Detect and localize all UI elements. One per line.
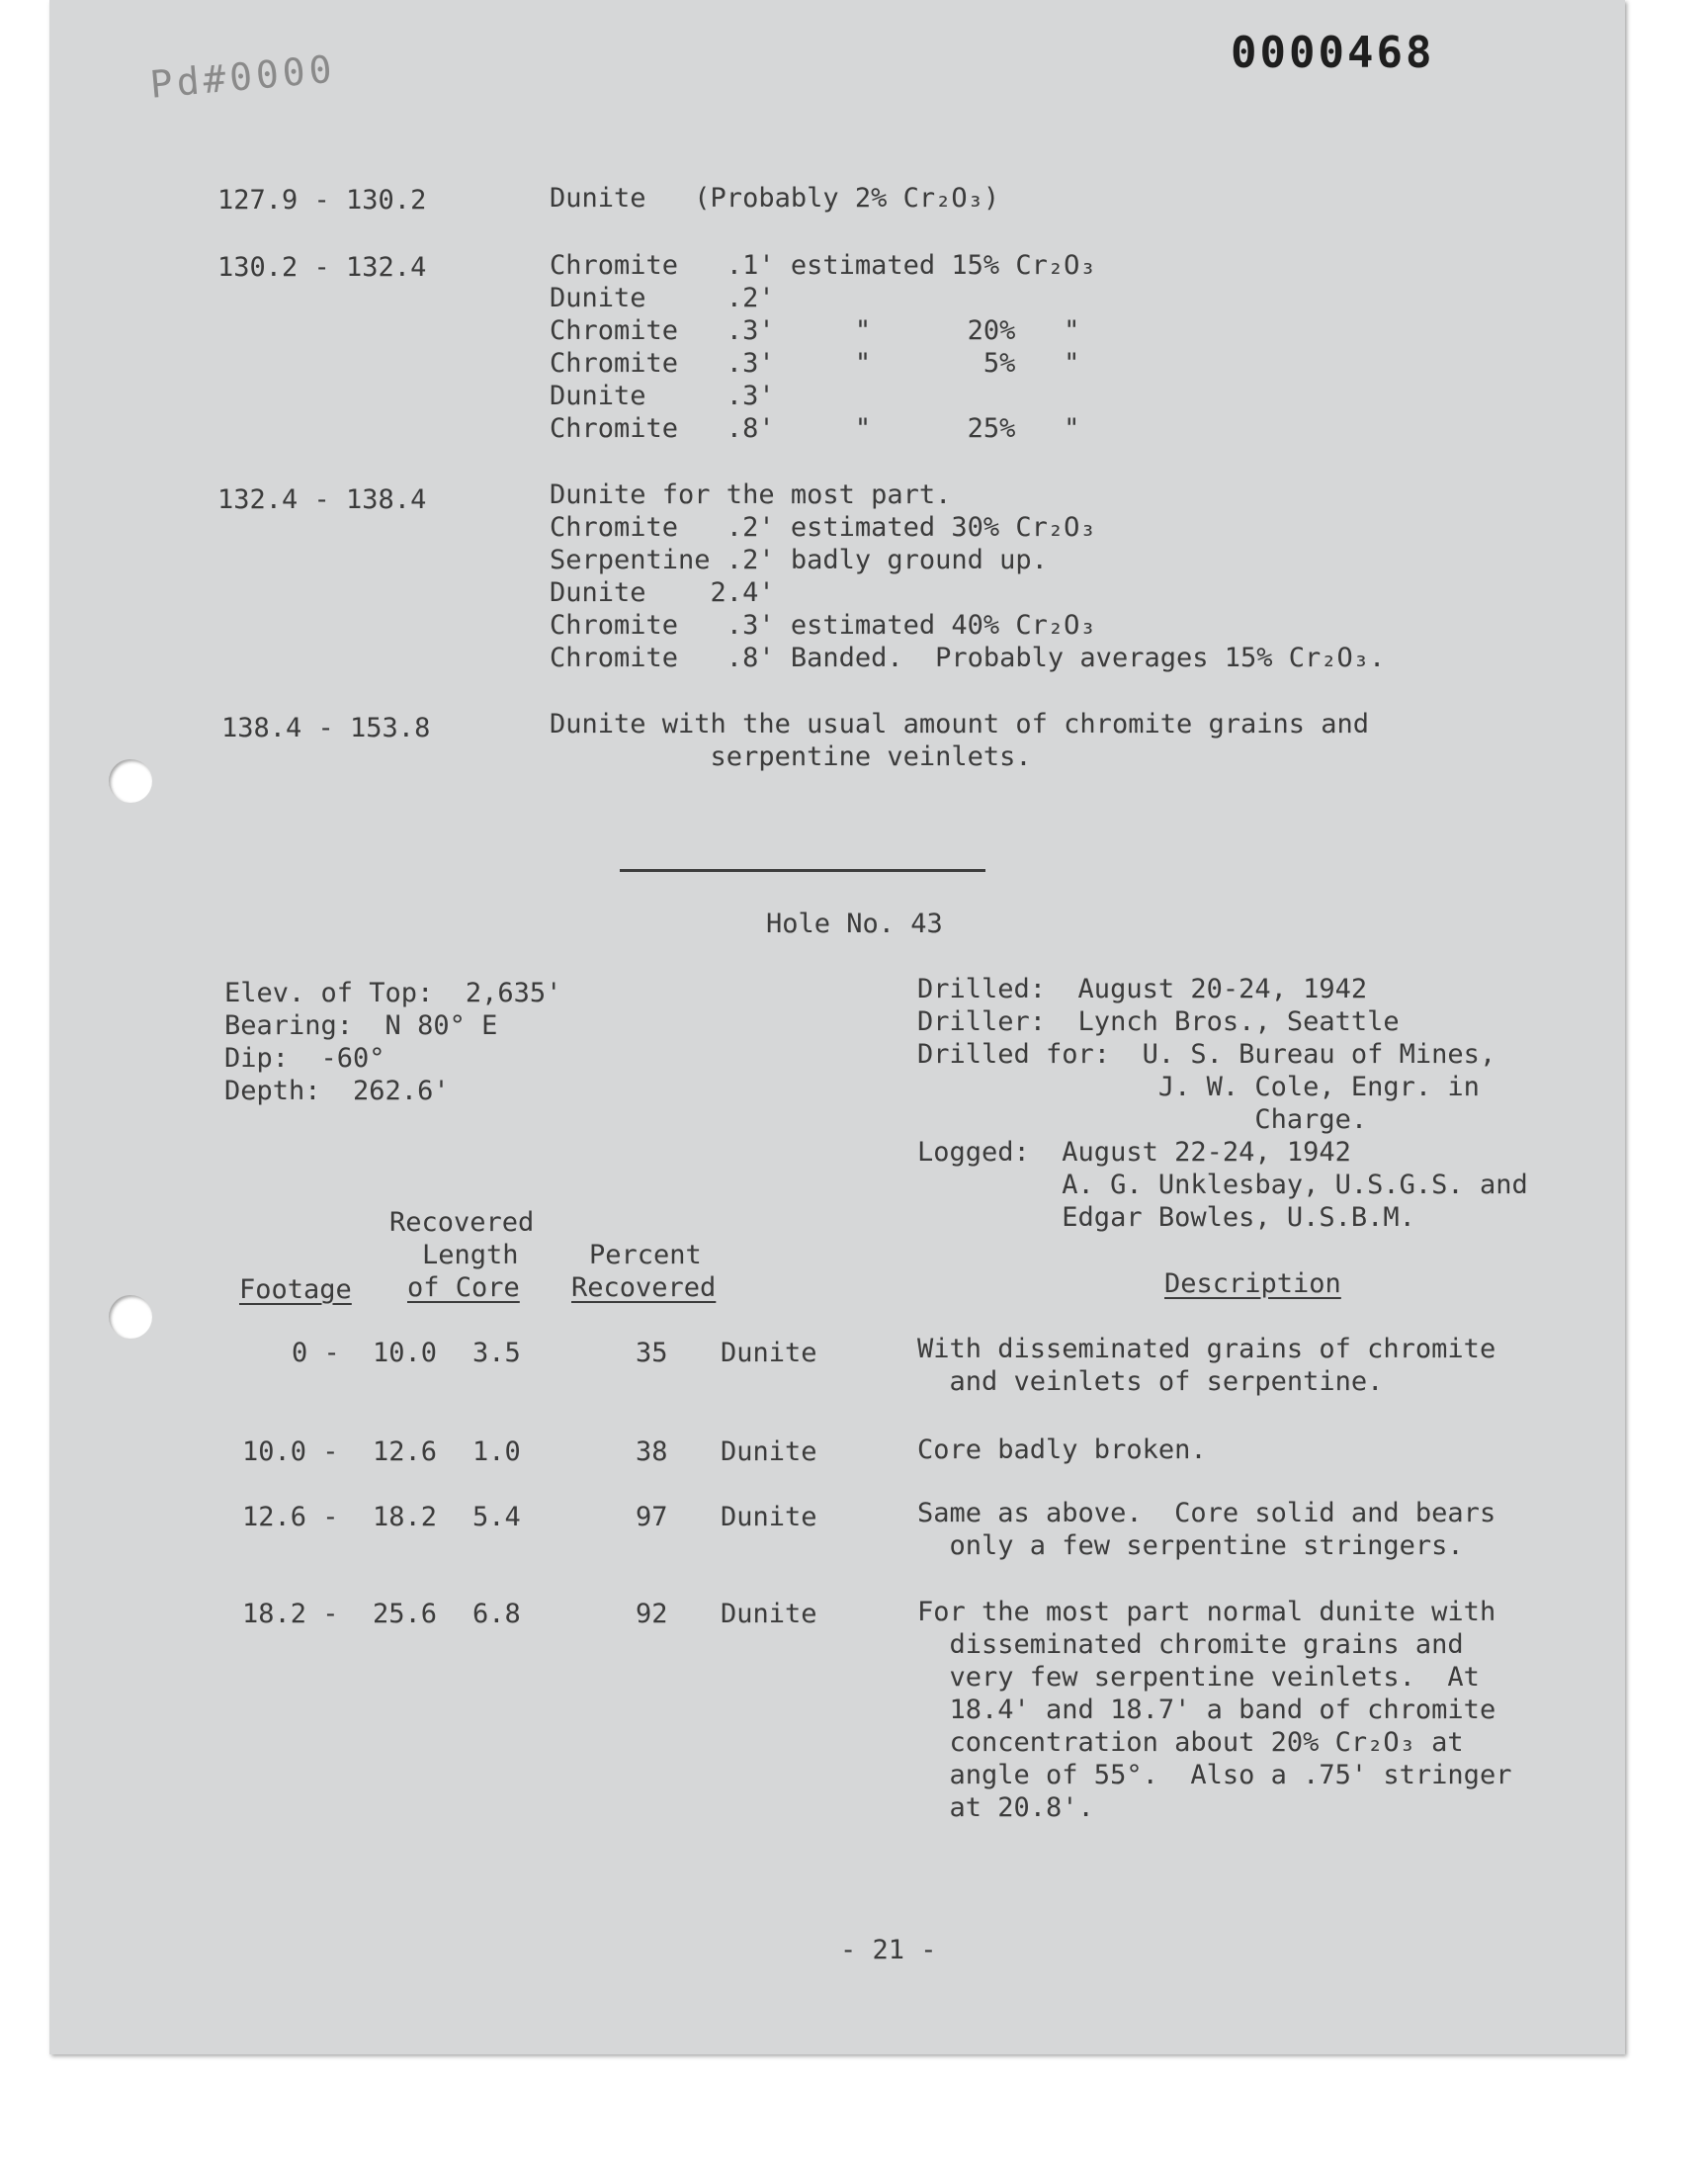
row-percent: 35: [636, 1338, 668, 1368]
row-percent: 97: [636, 1502, 668, 1532]
desc-line: Core badly broken.: [917, 1435, 1207, 1465]
log-line: Dunite (Probably 2% Cr₂O₃): [550, 183, 1000, 214]
desc-line: and veinlets of serpentine.: [917, 1366, 1384, 1397]
info-line: Bearing: N 80° E: [224, 1010, 498, 1041]
row-to: 10.0: [373, 1338, 438, 1368]
desc-line: very few serpentine veinlets. At: [917, 1662, 1480, 1693]
desc-line: 18.4' and 18.7' a band of chromite: [917, 1695, 1496, 1725]
row-rock-type: Dunite: [721, 1502, 817, 1532]
row-from: 12.6 -: [242, 1502, 339, 1532]
row-core-length: 5.4: [472, 1502, 521, 1532]
row-percent: 92: [636, 1599, 668, 1629]
hole-info-left: [224, 977, 561, 1107]
log-line: Chromite .2' estimated 30% Cr₂O₃: [550, 512, 1096, 543]
row-core-length: 6.8: [472, 1599, 521, 1629]
depth-range: 138.4 - 153.8: [221, 713, 431, 743]
info-line: Depth: 262.6': [224, 1076, 450, 1106]
row-to: 12.6: [373, 1436, 438, 1467]
row-description: [917, 1596, 1511, 1824]
document-number-stamp: 0000468: [1231, 28, 1435, 78]
header-percent: Percent: [589, 1240, 702, 1270]
info-line: Driller: Lynch Bros., Seattle: [917, 1006, 1400, 1037]
row-description: [917, 1497, 1495, 1562]
log-line: Dunite with the usual amount of chromite grains and: [550, 709, 1370, 740]
pd-number-stamp: Pd#0000: [148, 46, 338, 107]
desc-line: For the most part normal dunite with: [917, 1597, 1496, 1627]
hole-info-right: [917, 973, 1528, 1234]
info-line: A. G. Unklesbay, U.S.G.S. and: [917, 1170, 1528, 1200]
header-description: Description: [1164, 1268, 1341, 1299]
log-line: Serpentine .2' badly ground up.: [550, 545, 1048, 575]
row-rock-type: Dunite: [721, 1436, 817, 1467]
row-core-length: 3.5: [472, 1338, 521, 1368]
desc-line: concentration about 20% Cr₂O₃ at: [917, 1727, 1464, 1758]
log-line: Chromite .3' " 20% ": [550, 315, 1080, 346]
log-entry: [550, 478, 1385, 674]
row-percent: 38: [636, 1436, 668, 1467]
row-to: 25.6: [373, 1599, 438, 1629]
desc-line: With disseminated grains of chromite: [917, 1334, 1496, 1364]
log-line: Dunite .2': [550, 283, 775, 313]
row-from: 18.2 -: [242, 1599, 339, 1629]
hole-title: Hole No. 43: [766, 909, 943, 939]
log-line: Dunite 2.4': [550, 577, 775, 608]
log-line: Chromite .8' Banded. Probably averages 15% Cr₂O₃.: [550, 643, 1386, 673]
punch-hole: [109, 1295, 152, 1339]
info-line: J. W. Cole, Engr. in: [917, 1072, 1480, 1102]
log-entry: [550, 249, 1096, 445]
log-line: Dunite for the most part.: [550, 479, 952, 510]
header-recovered: Recovered: [389, 1207, 535, 1238]
desc-line: Same as above. Core solid and bears: [917, 1498, 1496, 1528]
row-description: [917, 1333, 1495, 1398]
row-rock-type: Dunite: [721, 1338, 817, 1368]
log-line: Chromite .3' estimated 40% Cr₂O₃: [550, 610, 1096, 641]
log-line: Dunite .3': [550, 381, 775, 411]
desc-line: angle of 55°. Also a .75' stringer: [917, 1760, 1512, 1790]
log-line: Chromite .8' " 25% ": [550, 413, 1080, 444]
log-line: Chromite .3' " 5% ": [550, 348, 1080, 379]
info-line: Drilled for: U. S. Bureau of Mines,: [917, 1039, 1496, 1070]
header-percent-recovered: Recovered: [571, 1272, 717, 1303]
info-line: Drilled: August 20-24, 1942: [917, 974, 1368, 1004]
desc-line: at 20.8'.: [917, 1792, 1094, 1823]
log-line: serpentine veinlets.: [550, 741, 1032, 772]
header-length: Length: [422, 1240, 519, 1270]
row-to: 18.2: [373, 1502, 438, 1532]
row-from: 0 -: [292, 1338, 340, 1368]
row-core-length: 1.0: [472, 1436, 521, 1467]
section-divider: [620, 869, 985, 872]
info-line: Charge.: [917, 1104, 1368, 1135]
header-of-core: of Core: [407, 1272, 520, 1303]
info-line: Edgar Bowles, U.S.B.M.: [917, 1202, 1415, 1233]
depth-range: 130.2 - 132.4: [217, 252, 427, 283]
log-line: Chromite .1' estimated 15% Cr₂O₃: [550, 250, 1096, 281]
punch-hole: [109, 759, 152, 803]
info-line: Logged: August 22-24, 1942: [917, 1137, 1351, 1168]
page-number: - 21 -: [840, 1935, 937, 1965]
log-entry: [550, 182, 999, 215]
desc-line: only a few serpentine stringers.: [917, 1530, 1464, 1561]
info-line: Dip: -60°: [224, 1043, 385, 1074]
header-footage: Footage: [239, 1274, 352, 1305]
desc-line: disseminated chromite grains and: [917, 1629, 1464, 1660]
row-rock-type: Dunite: [721, 1599, 817, 1629]
depth-range: 132.4 - 138.4: [217, 484, 427, 515]
log-entry: [550, 708, 1369, 773]
depth-range: 127.9 - 130.2: [217, 185, 427, 216]
info-line: Elev. of Top: 2,635': [224, 978, 562, 1008]
row-from: 10.0 -: [242, 1436, 339, 1467]
row-description: [917, 1434, 1207, 1466]
